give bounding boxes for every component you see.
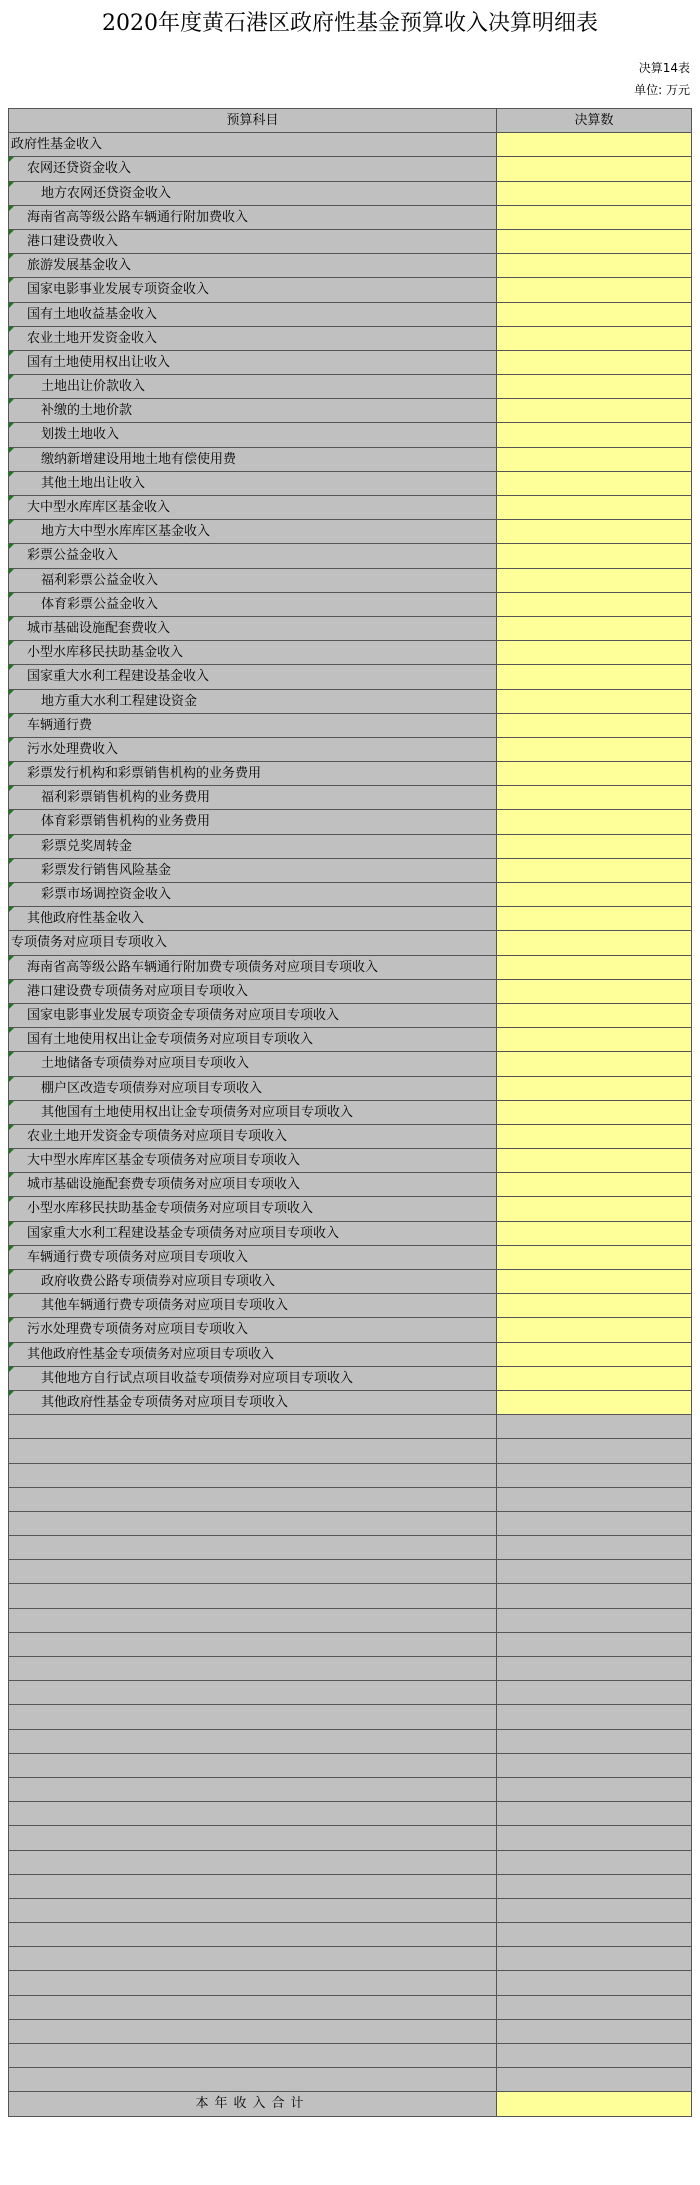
table-row	[9, 1222, 692, 1246]
amount-cell[interactable]	[497, 133, 692, 157]
subject-cell	[9, 1488, 497, 1512]
table-row	[9, 1173, 692, 1197]
table-row	[9, 714, 692, 738]
amount-cell[interactable]	[497, 1149, 692, 1173]
amount-cell[interactable]	[497, 665, 692, 689]
table-row	[9, 1246, 692, 1270]
table-row	[9, 907, 692, 931]
blank-row	[9, 1802, 692, 1826]
table-row	[9, 496, 692, 520]
subject-cell: 彩票市场调控资金收入	[9, 883, 497, 907]
table-row	[9, 157, 692, 181]
amount-cell	[497, 1488, 692, 1512]
blank-row	[9, 1971, 692, 1995]
subject-cell: 其他车辆通行费专项债务对应项目专项收入	[9, 1294, 497, 1318]
subject-cell	[9, 1971, 497, 1995]
amount-cell[interactable]	[497, 1197, 692, 1221]
subject-cell	[9, 1464, 497, 1488]
table-row	[9, 883, 692, 907]
amount-cell[interactable]	[497, 738, 692, 762]
amount-cell	[497, 1996, 692, 2020]
subject-cell: 福利彩票公益金收入	[9, 569, 497, 593]
table-row	[9, 1004, 692, 1028]
page-title: 2020年度黄石港区政府性基金预算收入决算明细表	[102, 11, 598, 36]
total-label: 本年收入合计	[9, 2092, 497, 2116]
table-row	[9, 786, 692, 810]
amount-cell[interactable]	[497, 690, 692, 714]
amount-cell[interactable]	[497, 157, 692, 181]
subject-cell: 农业土地开发资金专项债务对应项目专项收入	[9, 1125, 497, 1149]
blank-row	[9, 1778, 692, 1802]
subject-cell: 彩票公益金收入	[9, 544, 497, 568]
amount-cell[interactable]	[497, 496, 692, 520]
amount-cell[interactable]	[497, 206, 692, 230]
blank-row	[9, 1705, 692, 1729]
amount-cell[interactable]	[497, 182, 692, 206]
table-row	[9, 1318, 692, 1342]
subject-cell	[9, 2068, 497, 2092]
blank-row	[9, 1875, 692, 1899]
table-row	[9, 738, 692, 762]
amount-cell	[497, 1681, 692, 1705]
amount-cell	[497, 2044, 692, 2068]
amount-cell	[497, 1730, 692, 1754]
table-row	[9, 1367, 692, 1391]
subject-cell	[9, 1996, 497, 2020]
amount-cell	[497, 1971, 692, 1995]
table-row	[9, 859, 692, 883]
subject-cell: 其他土地出让收入	[9, 472, 497, 496]
amount-cell	[497, 1875, 692, 1899]
subject-cell: 彩票兑奖周转金	[9, 835, 497, 859]
amount-cell[interactable]	[497, 907, 692, 931]
table-row	[9, 544, 692, 568]
subject-cell: 其他国有土地使用权出让金专项债务对应项目专项收入	[9, 1101, 497, 1125]
amount-cell[interactable]	[497, 472, 692, 496]
blank-row	[9, 1488, 692, 1512]
blank-row	[9, 1584, 692, 1608]
table-row	[9, 351, 692, 375]
subject-cell	[9, 1754, 497, 1778]
amount-cell[interactable]	[497, 1367, 692, 1391]
amount-cell[interactable]	[497, 423, 692, 447]
table-row	[9, 641, 692, 665]
subject-cell	[9, 1609, 497, 1633]
amount-cell	[497, 1584, 692, 1608]
subject-cell: 彩票发行机构和彩票销售机构的业务费用	[9, 762, 497, 786]
subject-cell: 污水处理费专项债务对应项目专项收入	[9, 1318, 497, 1342]
subject-cell: 大中型水库库区基金收入	[9, 496, 497, 520]
subject-cell: 体育彩票公益金收入	[9, 593, 497, 617]
amount-cell	[497, 1754, 692, 1778]
amount-cell	[497, 2020, 692, 2044]
amount-cell[interactable]	[497, 641, 692, 665]
amount-cell	[497, 1657, 692, 1681]
amount-cell	[497, 1826, 692, 1850]
amount-cell[interactable]	[497, 327, 692, 351]
amount-cell[interactable]	[497, 1343, 692, 1367]
amount-cell[interactable]	[497, 617, 692, 641]
subject-cell: 海南省高等级公路车辆通行附加费收入	[9, 206, 497, 230]
table-header-row	[9, 109, 692, 133]
table-number: 决算14表	[638, 61, 690, 75]
blank-row	[9, 1730, 692, 1754]
amount-cell[interactable]	[497, 351, 692, 375]
subject-cell: 国家电影事业发展专项资金专项债务对应项目专项收入	[9, 1004, 497, 1028]
amount-cell[interactable]	[497, 956, 692, 980]
table-row	[9, 1125, 692, 1149]
table-row	[9, 617, 692, 641]
blank-row	[9, 1512, 692, 1536]
table-row	[9, 1077, 692, 1101]
table-row	[9, 278, 692, 302]
amount-cell[interactable]	[497, 931, 692, 955]
subject-cell: 棚户区改造专项债券对应项目专项收入	[9, 1077, 497, 1101]
subject-cell: 车辆通行费	[9, 714, 497, 738]
table-row	[9, 520, 692, 544]
subject-cell: 国有土地收益基金收入	[9, 303, 497, 327]
table-row	[9, 1391, 692, 1415]
subject-cell: 车辆通行费专项债务对应项目专项收入	[9, 1246, 497, 1270]
amount-cell[interactable]	[497, 375, 692, 399]
table-row	[9, 1294, 692, 1318]
amount-cell[interactable]	[497, 448, 692, 472]
amount-cell[interactable]	[497, 520, 692, 544]
table-row	[9, 1149, 692, 1173]
blank-row	[9, 1826, 692, 1850]
subject-cell	[9, 2044, 497, 2068]
amount-cell[interactable]	[497, 1125, 692, 1149]
blank-row	[9, 1996, 692, 2020]
table-row	[9, 1343, 692, 1367]
amount-cell	[497, 1464, 692, 1488]
subject-cell	[9, 1512, 497, 1536]
subject-cell: 政府收费公路专项债券对应项目专项收入	[9, 1270, 497, 1294]
subject-cell: 其他政府性基金收入	[9, 907, 497, 931]
subject-cell	[9, 1415, 497, 1439]
amount-cell[interactable]	[497, 835, 692, 859]
amount-cell	[497, 1609, 692, 1633]
amount-cell[interactable]	[497, 1270, 692, 1294]
amount-cell	[497, 1947, 692, 1971]
subject-cell	[9, 1681, 497, 1705]
blank-row	[9, 1609, 692, 1633]
amount-cell[interactable]	[497, 303, 692, 327]
amount-cell	[497, 1778, 692, 1802]
blank-row	[9, 1681, 692, 1705]
total-row	[9, 2092, 692, 2116]
amount-cell[interactable]	[497, 1318, 692, 1342]
subject-cell: 国家重大水利工程建设基金专项债务对应项目专项收入	[9, 1222, 497, 1246]
amount-cell[interactable]	[497, 399, 692, 423]
table-row	[9, 399, 692, 423]
amount-cell[interactable]	[497, 786, 692, 810]
amount-cell[interactable]	[497, 1294, 692, 1318]
table-row	[9, 230, 692, 254]
table-row	[9, 1052, 692, 1076]
amount-cell[interactable]	[497, 1052, 692, 1076]
subject-cell: 港口建设费收入	[9, 230, 497, 254]
amount-cell[interactable]	[497, 1028, 692, 1052]
blank-row	[9, 1923, 692, 1947]
table-row	[9, 1101, 692, 1125]
header-subject: 预算科目	[9, 109, 497, 133]
subject-cell: 划拨土地收入	[9, 423, 497, 447]
subject-cell: 补缴的土地价款	[9, 399, 497, 423]
table-row	[9, 254, 692, 278]
budget-table	[8, 108, 692, 2117]
table-row	[9, 1270, 692, 1294]
table-row	[9, 1197, 692, 1221]
amount-cell[interactable]	[497, 1101, 692, 1125]
amount-cell	[497, 1560, 692, 1584]
subject-cell	[9, 1778, 497, 1802]
blank-row	[9, 1754, 692, 1778]
subject-cell	[9, 1536, 497, 1560]
subject-cell	[9, 1560, 497, 1584]
amount-cell[interactable]	[497, 230, 692, 254]
subject-cell: 其他地方自行试点项目收益专项债券对应项目专项收入	[9, 1367, 497, 1391]
blank-row	[9, 1560, 692, 1584]
blank-row	[9, 2068, 692, 2092]
table-row	[9, 980, 692, 1004]
table-row	[9, 569, 692, 593]
subject-cell: 小型水库移民扶助基金专项债务对应项目专项收入	[9, 1197, 497, 1221]
blank-row	[9, 1899, 692, 1923]
amount-cell[interactable]	[497, 1173, 692, 1197]
subject-cell: 国家电影事业发展专项资金收入	[9, 278, 497, 302]
subject-cell	[9, 1851, 497, 1875]
subject-cell: 地方大中型水库库区基金收入	[9, 520, 497, 544]
blank-row	[9, 2020, 692, 2044]
subject-cell: 其他政府性基金专项债务对应项目专项收入	[9, 1343, 497, 1367]
amount-cell	[497, 1633, 692, 1657]
subject-cell: 国家重大水利工程建设基金收入	[9, 665, 497, 689]
amount-cell[interactable]	[497, 1391, 692, 1415]
amount-cell[interactable]	[497, 980, 692, 1004]
subject-cell: 海南省高等级公路车辆通行附加费专项债务对应项目专项收入	[9, 956, 497, 980]
amount-cell[interactable]	[497, 883, 692, 907]
amount-cell[interactable]	[497, 569, 692, 593]
blank-row	[9, 2044, 692, 2068]
subject-cell	[9, 1730, 497, 1754]
subject-cell: 土地出让价款收入	[9, 375, 497, 399]
blank-row	[9, 1633, 692, 1657]
subject-cell: 城市基础设施配套费专项债务对应项目专项收入	[9, 1173, 497, 1197]
table-row	[9, 835, 692, 859]
header-amount: 决算数	[497, 109, 692, 133]
amount-cell[interactable]	[497, 593, 692, 617]
subject-cell	[9, 1633, 497, 1657]
subject-cell	[9, 1584, 497, 1608]
subject-cell: 农业土地开发资金收入	[9, 327, 497, 351]
blank-row	[9, 1851, 692, 1875]
table-body	[9, 133, 692, 2092]
amount-cell[interactable]	[497, 254, 692, 278]
subject-cell: 污水处理费收入	[9, 738, 497, 762]
table-row	[9, 593, 692, 617]
amount-cell	[497, 1415, 692, 1439]
subject-cell	[9, 2020, 497, 2044]
amount-cell[interactable]	[497, 278, 692, 302]
table-row	[9, 810, 692, 834]
amount-cell	[497, 1536, 692, 1560]
table-row	[9, 690, 692, 714]
blank-row	[9, 1415, 692, 1439]
total-amount-cell[interactable]	[497, 2092, 692, 2116]
subject-cell: 国有土地使用权出让金专项债务对应项目专项收入	[9, 1028, 497, 1052]
table-row	[9, 423, 692, 447]
amount-cell[interactable]	[497, 544, 692, 568]
subject-cell: 福利彩票销售机构的业务费用	[9, 786, 497, 810]
subject-cell: 港口建设费专项债务对应项目专项收入	[9, 980, 497, 1004]
subject-cell: 彩票发行销售风险基金	[9, 859, 497, 883]
subject-cell: 体育彩票销售机构的业务费用	[9, 810, 497, 834]
table-row	[9, 1028, 692, 1052]
amount-cell[interactable]	[497, 1222, 692, 1246]
table-row	[9, 206, 692, 230]
subject-cell: 专项债务对应项目专项收入	[9, 931, 497, 955]
blank-row	[9, 1464, 692, 1488]
amount-cell[interactable]	[497, 1004, 692, 1028]
subject-cell: 大中型水库库区基金专项债务对应项目专项收入	[9, 1149, 497, 1173]
subject-cell	[9, 1439, 497, 1463]
subject-cell	[9, 1826, 497, 1850]
subject-cell: 缴纳新增建设用地土地有偿使用费	[9, 448, 497, 472]
subject-cell	[9, 1705, 497, 1729]
amount-cell[interactable]	[497, 810, 692, 834]
subject-cell	[9, 1947, 497, 1971]
blank-row	[9, 1657, 692, 1681]
blank-row	[9, 1439, 692, 1463]
amount-cell	[497, 2068, 692, 2092]
amount-cell[interactable]	[497, 1077, 692, 1101]
amount-cell	[497, 1899, 692, 1923]
subject-cell	[9, 1899, 497, 1923]
subject-cell: 城市基础设施配套费收入	[9, 617, 497, 641]
subject-cell: 其他政府性基金专项债务对应项目专项收入	[9, 1391, 497, 1415]
amount-cell	[497, 1512, 692, 1536]
subject-cell	[9, 1875, 497, 1899]
table-row	[9, 931, 692, 955]
subject-cell: 地方重大水利工程建设资金	[9, 690, 497, 714]
unit-label: 单位: 万元	[634, 83, 690, 97]
amount-cell	[497, 1802, 692, 1826]
subject-cell: 农网还贷资金收入	[9, 157, 497, 181]
subject-cell	[9, 1923, 497, 1947]
table-row	[9, 375, 692, 399]
table-row	[9, 327, 692, 351]
subject-cell: 地方农网还贷资金收入	[9, 182, 497, 206]
blank-row	[9, 1947, 692, 1971]
subject-cell	[9, 1657, 497, 1681]
subject-cell: 土地储备专项债券对应项目专项收入	[9, 1052, 497, 1076]
amount-cell	[497, 1705, 692, 1729]
amount-cell	[497, 1851, 692, 1875]
table-row	[9, 182, 692, 206]
table-row	[9, 472, 692, 496]
subject-cell: 国有土地使用权出让收入	[9, 351, 497, 375]
amount-cell[interactable]	[497, 762, 692, 786]
amount-cell[interactable]	[497, 714, 692, 738]
blank-row	[9, 1536, 692, 1560]
table-row	[9, 133, 692, 157]
table-row	[9, 956, 692, 980]
table-row	[9, 303, 692, 327]
table-row	[9, 762, 692, 786]
table-row	[9, 665, 692, 689]
amount-cell	[497, 1923, 692, 1947]
subject-cell: 政府性基金收入	[9, 133, 497, 157]
table-row	[9, 448, 692, 472]
subject-cell: 小型水库移民扶助基金收入	[9, 641, 497, 665]
amount-cell[interactable]	[497, 859, 692, 883]
amount-cell[interactable]	[497, 1246, 692, 1270]
amount-cell	[497, 1439, 692, 1463]
subject-cell: 旅游发展基金收入	[9, 254, 497, 278]
subject-cell	[9, 1802, 497, 1826]
